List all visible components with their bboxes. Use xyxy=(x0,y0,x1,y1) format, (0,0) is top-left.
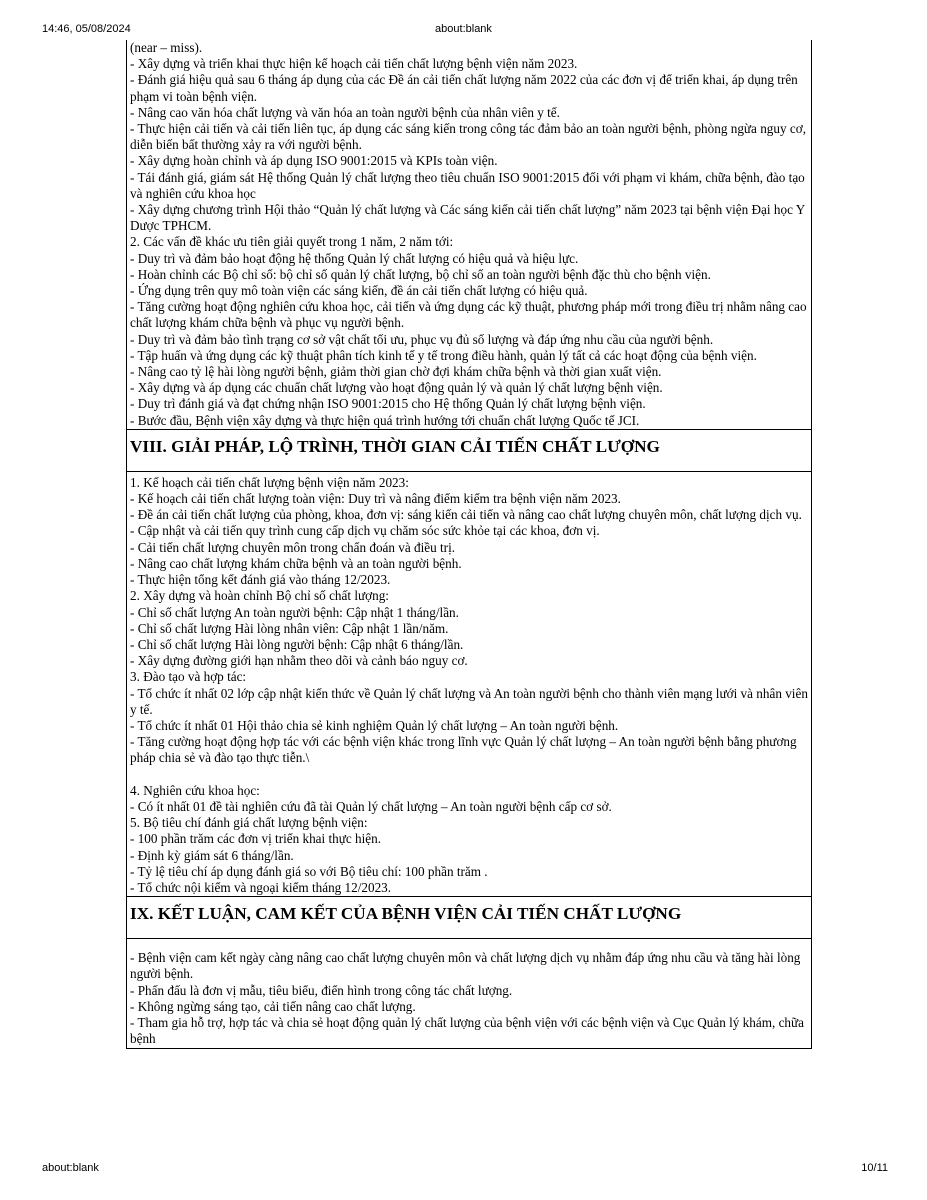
text-line: - Tăng cường hoạt động hợp tác với các bệnh viện khác trong lĩnh vực Quản lý chất lượng – An toàn người bệnh bằng phương pháp chia sẻ và đào tạo thực tiễn.\ xyxy=(130,734,797,766)
text-line: - Cải tiến chất lượng chuyên môn trong chẩn đoán và điều trị. xyxy=(130,539,456,555)
text-line: - Tập huấn và ứng dụng các kỹ thuật phân tích kinh tế y tế trong điều hành, quản lý tất cả các hoạt động của bệnh viện. xyxy=(130,347,757,363)
text-line: - Duy trì và đảm bảo tình trạng cơ sở vật chất tối ưu, phục vụ đủ số lượng và đáp ứng nhu cầu của người bệnh. xyxy=(130,331,714,347)
text-line: - Chỉ số chất lượng Hài lòng nhân viên: Cập nhật 1 lần/năm. xyxy=(130,620,449,636)
text-line: - Nâng cao văn hóa chất lượng và văn hóa an toàn người bệnh của nhân viên y tế. xyxy=(130,104,560,120)
section-viii-content xyxy=(127,472,811,896)
text-line: - Kế hoạch cải tiến chất lượng toàn viện: Duy trì và nâng điểm kiểm tra bệnh viện năm 2023. xyxy=(130,491,621,507)
section-ix-content xyxy=(127,939,811,1048)
text-line: - Thực hiện tổng kết đánh giá vào tháng 12/2023. xyxy=(130,572,391,588)
text-line: - Nâng cao chất lượng khám chữa bệnh và an toàn người bệnh. xyxy=(130,555,462,571)
text-line: - Tỷ lệ tiêu chí áp dụng đánh giá so với Bộ tiêu chí: 100 phần trăm . xyxy=(130,863,488,879)
print-datetime: 14:46, 05/08/2024 xyxy=(42,23,131,35)
text-line: - Tổ chức ít nhất 02 lớp cập nhật kiến thức về Quản lý chất lượng và An toàn người bệnh cho thành viên mạng lưới và nhân viên y tế. xyxy=(130,685,808,717)
print-footer xyxy=(0,1161,927,1175)
text-line: - Cập nhật và cải tiến quy trình cung cấp dịch vụ chăm sóc sức khỏe tại các khoa, đơn vị. xyxy=(130,523,600,539)
text-line: - Tái đánh giá, giám sát Hệ thống Quản lý chất lượng theo tiêu chuẩn ISO 9001:2015 đối với phạm vi khám, chữa bệnh, đào tạo và nghiên cứu khoa học xyxy=(130,169,805,201)
text-line: 3. Đào tạo và hợp tác: xyxy=(130,669,247,685)
text-line: (near – miss). xyxy=(130,40,203,55)
text-line: - Đánh giá hiệu quả sau 6 tháng áp dụng của các Đề án cải tiến chất lượng năm 2022 của các đơn vị để triển khai, áp dụng trên phạm vi toàn bệnh viện. xyxy=(130,72,798,104)
print-header xyxy=(0,22,927,36)
text-line: - Chỉ số chất lượng Hài lòng người bệnh: Cập nhật 6 tháng/lần. xyxy=(130,636,464,652)
text-line: 2. Xây dựng và hoàn chỉnh Bộ chỉ số chất lượng: xyxy=(130,588,389,604)
text-line: 2. Các vấn đề khác ưu tiên giải quyết trong 1 năm, 2 năm tới: xyxy=(130,234,454,250)
text-line: - 100 phần trăm các đơn vị triển khai thực hiện. xyxy=(130,831,382,847)
text-line: - Bước đầu, Bệnh viện xây dựng và thực hiện quá trình hướng tới chuẩn chất lượng Quốc tế JCI. xyxy=(130,412,640,428)
text-line: - Nâng cao tỷ lệ hài lòng người bệnh, giảm thời gian chờ đợi khám chữa bệnh và thời gian xuất viện. xyxy=(130,364,662,380)
text-line: - Tổ chức ít nhất 01 Hội thảo chia sẻ kinh nghiệm Quản lý chất lượng – An toàn người bệnh. xyxy=(130,717,619,733)
section-priorities-cell xyxy=(127,40,811,429)
text-line: 4. Nghiên cứu khoa học: xyxy=(130,782,260,798)
print-footer-url: about:blank xyxy=(42,1162,99,1174)
text-line: - Bệnh viện cam kết ngày càng nâng cao chất lượng chuyên môn và chất lượng dịch vụ nhằm đáp ứng nhu cầu và tăng hài lòng người bệnh. xyxy=(130,950,801,982)
text-line: 1. Kế hoạch cải tiến chất lượng bệnh viện năm 2023: xyxy=(130,474,409,490)
text-line: - Thực hiện cải tiến và cải tiến liên tục, áp dụng các sáng kiến trong công tác đảm bảo an toàn người bệnh, phòng ngừa nguy cơ, diễn biến bất thường xảy ra với người bệnh. xyxy=(130,121,807,153)
text-line: - Không ngừng sáng tạo, cải tiến nâng cao chất lượng. xyxy=(130,998,416,1014)
text-line: - Phấn đấu là đơn vị mẫu, tiêu biểu, điển hình trong công tác chất lượng. xyxy=(130,982,513,998)
text-line: - Định kỳ giám sát 6 tháng/lần. xyxy=(130,847,294,863)
text-line: - Chỉ số chất lượng An toàn người bệnh: Cập nhật 1 tháng/lần. xyxy=(130,604,459,620)
text-line: - Xây dựng đường giới hạn nhằm theo dõi và cảnh báo nguy cơ. xyxy=(130,653,468,669)
text-line: - Xây dựng chương trình Hội thảo “Quản lý chất lượng và Các sáng kiến cải tiến chất lượng” năm 2023 tại bệnh viện Đại học Y Dược TPHCM. xyxy=(130,202,805,234)
text-line: - Đề án cải tiến chất lượng của phòng, khoa, đơn vị: sáng kiến cải tiến và nâng cao chất lượng chuyên môn, chất lượng dịch vụ. xyxy=(130,507,802,523)
text-line: - Hoàn chỉnh các Bộ chỉ số: bộ chỉ số quản lý chất lượng, bộ chỉ số an toàn người bệnh đặc thù cho bệnh viện. xyxy=(130,266,711,282)
print-page-number: 10/11 xyxy=(861,1162,888,1174)
blank-line xyxy=(130,767,808,783)
text-line: - Tham gia hỗ trợ, hợp tác và chia sẻ hoạt động quản lý chất lượng của bệnh viện với các bệnh viện và Cục Quản lý khám, chữa bệnh xyxy=(130,1014,805,1047)
text-line: - Tăng cường hoạt động nghiên cứu khoa học, cải tiến và ứng dụng các kỹ thuật, phương pháp mới trong điều trị nhằm nâng cao chất lượng khám chữa bệnh và phục vụ người bệnh. xyxy=(130,299,807,331)
text-line: 5. Bộ tiêu chí đánh giá chất lượng bệnh viện: xyxy=(130,815,368,831)
text-line: - Xây dựng hoàn chỉnh và áp dụng ISO 9001:2015 và KPIs toàn viện. xyxy=(130,153,498,169)
text-line: - Có ít nhất 01 đề tài nghiên cứu đã tài Quản lý chất lượng – An toàn người bệnh cấp cơ sở. xyxy=(130,798,612,814)
text-line: - Ứng dụng trên quy mô toàn viện các sáng kiến, đề án cải tiến chất lượng có hiệu quả. xyxy=(130,283,588,299)
text-line: - Xây dựng và triển khai thực hiện kế hoạch cải tiến chất lượng bệnh viện năm 2023. xyxy=(130,56,578,72)
section-viii-heading: VIII. GIẢI PHÁP, LỘ TRÌNH, THỜI GIAN CẢI TIẾN CHẤT LƯỢNG xyxy=(127,429,811,472)
section-ix-heading: IX. KẾT LUẬN, CAM KẾT CỦA BỆNH VIỆN CẢI TIẾN CHẤT LƯỢNG xyxy=(127,896,811,939)
text-line: - Tổ chức nội kiểm và ngoại kiểm tháng 12/2023. xyxy=(130,879,392,895)
text-line: - Duy trì và đảm bảo hoạt động hệ thống Quản lý chất lượng có hiệu quả và hiệu lực. xyxy=(130,250,579,266)
text-line: - Xây dựng và áp dụng các chuẩn chất lượng vào hoạt động quản lý và quản lý chất lượng bệnh viện. xyxy=(130,380,663,396)
text-line: - Duy trì đánh giá và đạt chứng nhận ISO 9001:2015 cho Hệ thống Quản lý chất lượng bệnh viện. xyxy=(130,396,646,412)
document-table xyxy=(126,40,812,1049)
print-page-title: about:blank xyxy=(435,23,492,35)
